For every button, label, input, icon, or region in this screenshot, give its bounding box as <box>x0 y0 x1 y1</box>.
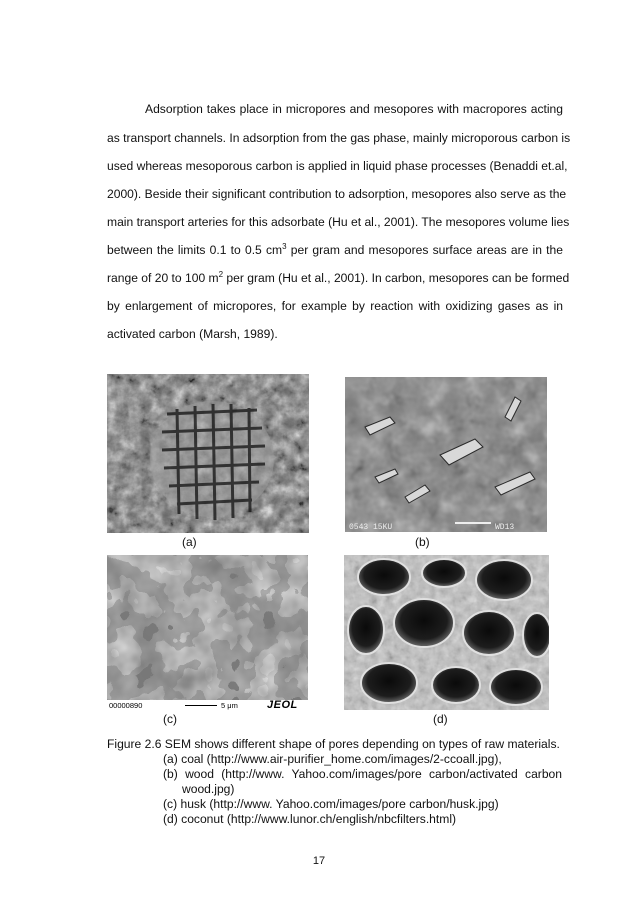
figure-caption-title: Figure 2.6 SEM shows different shape of pores depending on types of raw materials. <box>107 737 560 751</box>
caption-item-b-cont: wood.jpg) <box>182 782 235 796</box>
figure-label-c: (c) <box>163 712 177 726</box>
svg-text:WD13: WD13 <box>495 523 515 532</box>
sem-image-husk <box>107 555 308 712</box>
sem-image-coal <box>107 374 309 533</box>
scale-bar <box>185 705 217 706</box>
paragraph-line: by enlargement of micropores, for example by reaction with oxidizing gases as in <box>107 299 563 313</box>
jeol-logo: JEOL <box>267 699 298 711</box>
figure-label-d: (d) <box>433 712 448 726</box>
paragraph-line: between the limits 0.1 to 0.5 $cm^3$ per gram and mesopores surface areas are in the <box>107 242 563 257</box>
paragraph-line: main transport arteries for this adsorbate (Hu et al., 2001). The mesopores volume lies <box>107 215 570 229</box>
caption-item-d: (d) coconut (http://www.lunor.ch/english/nbcfilters.html) <box>163 812 457 826</box>
figure-label-b: (b) <box>415 535 430 549</box>
figure-label-a: (a) <box>182 535 197 549</box>
sem-image-wood <box>345 377 547 532</box>
paragraph-line: as transport channels. In adsorption from the gas phase, mainly microporous carbon is <box>107 131 571 145</box>
svg-text:0543 15KU: 0543 15KU <box>349 523 393 532</box>
paragraph-line: used whereas mesoporous carbon is applied in liquid phase processes (Benaddi et.al, <box>107 159 568 173</box>
paragraph-line: activated carbon (Marsh, 1989). <box>107 327 278 341</box>
caption-item-a: (a) coal (http://www.air-purifier_home.com/images/2-ccoall.jpg), <box>163 752 502 766</box>
paragraph-line: range of 20 to 100 $m^2$ per gram (Hu et al., 2001). In carbon, mesopores can be formed <box>107 270 570 285</box>
paragraph-line: 2000). Beside their significant contribution to adsorption, mesopores also serve as the <box>107 187 567 201</box>
sem-image-coconut <box>344 555 549 710</box>
caption-item-c: (c) husk (http://www. Yahoo.com/images/pore carbon/husk.jpg) <box>163 797 499 811</box>
scale-text: 5 μm <box>221 701 238 710</box>
image-id-text: 00000890 <box>109 701 143 710</box>
page-number: 17 <box>312 855 326 867</box>
caption-item-b: (b) wood (http://www. Yahoo.com/images/pore carbon/activated carbon <box>163 767 562 781</box>
paragraph-line: Adsorption takes place in micropores and mesopores with macropores acting <box>145 102 563 116</box>
